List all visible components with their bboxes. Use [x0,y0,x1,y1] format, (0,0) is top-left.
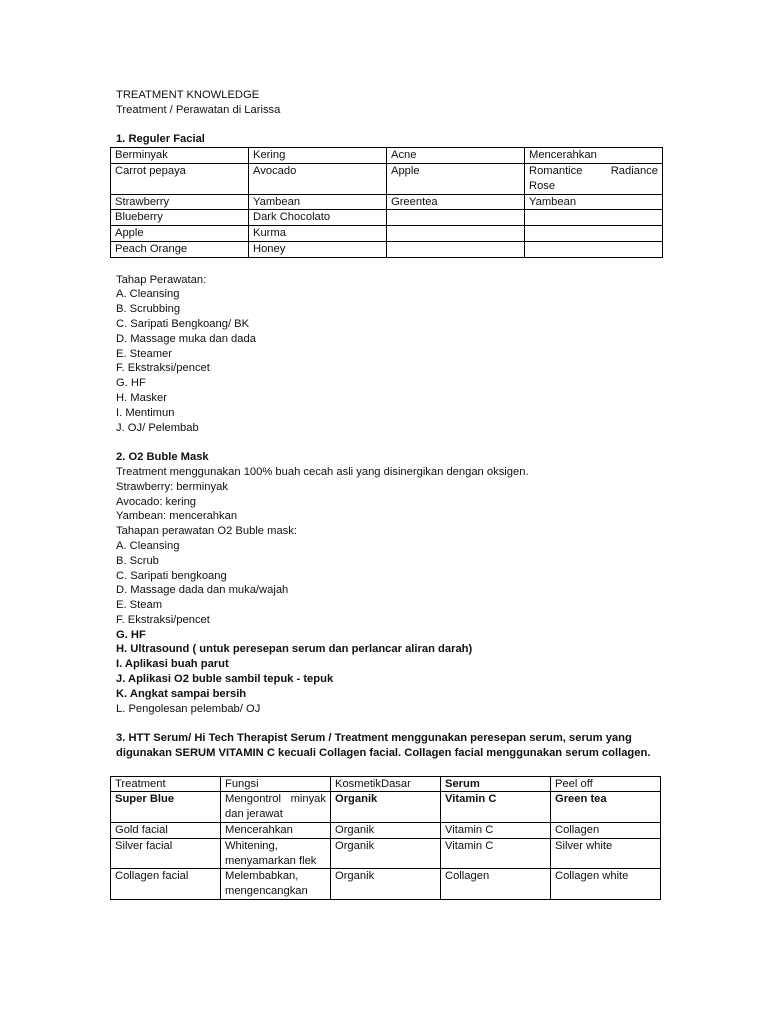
table-cell: Kering [249,148,387,164]
list-item: F. Ekstraksi/pencet [116,362,210,375]
table-cell: Yambean [249,194,387,210]
section1-heading: 1. Reguler Facial [116,133,205,146]
table-cell: Kurma [249,226,387,242]
table-cell: Carrot pepaya [111,163,249,194]
document-title: TREATMENT KNOWLEDGE [116,89,260,101]
section2-intro: Treatment menggunakan 100% buah cecah asli yang disinergikan dengan oksigen. [116,465,529,478]
list-item: E. Steamer [116,347,172,360]
list-item: B. Scrub [116,554,159,567]
section1-steps-title: Tahap Perawatan: [116,273,207,286]
table-cell: Romantice Radiance Rose [525,163,663,194]
table-row [111,210,663,226]
table-row [111,163,663,194]
table-cell: Mencerahkan [525,148,663,164]
list-item: D. Massage muka dan dada [116,332,256,345]
table-cell: Vitamin C [441,792,551,823]
list-item: Strawberry: berminyak [116,480,228,493]
htt-serum-table [110,776,661,900]
table-cell: Collagen [551,823,661,839]
section2-heading: 2. O2 Buble Mask [116,451,209,464]
list-item: I. Aplikasi buah parut [116,658,229,671]
table-cell: Vitamin C [441,838,551,869]
table-header-cell: Fungsi [221,776,331,792]
reguler-facial-table [110,147,663,258]
table-header-cell: Treatment [111,776,221,792]
table-cell [525,226,663,242]
table-row [111,792,661,823]
list-item: A. Cleansing [116,539,180,552]
list-item: B. Scrubbing [116,303,181,316]
table-row [111,869,661,900]
table-cell: Super Blue [111,792,221,823]
document-page [116,88,661,900]
table-cell: Yambean [525,194,663,210]
table-cell: Apple [111,226,249,242]
table-cell: Collagen facial [111,869,221,900]
list-item: Yambean: mencerahkan [116,510,238,523]
section3-heading: 3. HTT Serum/ Hi Tech Therapist Serum / Treatment menggunakan peresepan serum, serum yang digunakan SERUM VITAMIN C kecuali Collagen facial. Collagen facial menggunakan serum collagen. [116,732,651,760]
table-row [111,241,663,257]
table-cell: Silver white [551,838,661,869]
table-cell: Blueberry [111,210,249,226]
list-item: C. Saripati bengkoang [116,569,227,582]
list-item: F. Ekstraksi/pencet [116,613,210,626]
table-row [111,148,663,164]
list-item: A. Cleansing [116,288,180,301]
table-cell: Mencerahkan [221,823,331,839]
list-item: J. OJ/ Pelembab [116,421,199,434]
table-cell: Vitamin C [441,823,551,839]
list-item: L. Pengolesan pelembab/ OJ [116,702,261,715]
table-cell: Greentea [387,194,525,210]
table-cell: Apple [387,163,525,194]
table-cell: Acne [387,148,525,164]
table-cell: Collagen [441,869,551,900]
list-item: J. Aplikasi O2 buble sambil tepuk - tepuk [116,673,334,686]
table-cell: Whitening, menyamarkan flek [221,838,331,869]
table-row [111,838,661,869]
table-cell [387,210,525,226]
list-item: G. HF [116,377,146,390]
list-item: H. Masker [116,391,167,404]
table-cell: Dark Chocolato [249,210,387,226]
table-cell: Honey [249,241,387,257]
table-cell: Mengontrol minyak dan jerawat [221,792,331,823]
table-header-cell: KosmetikDasar [331,776,441,792]
table-cell: Collagen white [551,869,661,900]
table-header-cell: Serum [441,776,551,792]
table-cell: Peach Orange [111,241,249,257]
table-cell [525,210,663,226]
list-item: K. Angkat sampai bersih [116,687,247,700]
list-item: C. Saripati Bengkoang/ BK [116,317,250,330]
table-cell: Berminyak [111,148,249,164]
section2-steps-title: Tahapan perawatan O2 Buble mask: [116,525,297,538]
table-cell: Organik [331,838,441,869]
table-cell: Organik [331,869,441,900]
table-cell: Gold facial [111,823,221,839]
table-row [111,823,661,839]
table-cell: Silver facial [111,838,221,869]
table-row [111,776,661,792]
table-header-cell: Peel off [551,776,661,792]
list-item: H. Ultrasound ( untuk peresepan serum dan perlancar aliran darah) [116,643,473,656]
table-cell: Strawberry [111,194,249,210]
list-item: I. Mentimun [116,406,175,419]
list-item: D. Massage dada dan muka/wajah [116,584,289,597]
table-cell [387,241,525,257]
list-item: G. HF [116,628,146,641]
table-cell: Melembabkan, mengencangkan [221,869,331,900]
table-cell [525,241,663,257]
document-subtitle: Treatment / Perawatan di Larissa [116,103,281,116]
table-cell: Avocado [249,163,387,194]
table-cell: Organik [331,792,441,823]
table-cell: Green tea [551,792,661,823]
list-item: E. Steam [116,599,163,612]
table-cell [387,226,525,242]
table-cell: Organik [331,823,441,839]
table-row [111,194,663,210]
table-row [111,226,663,242]
list-item: Avocado: kering [116,495,197,508]
